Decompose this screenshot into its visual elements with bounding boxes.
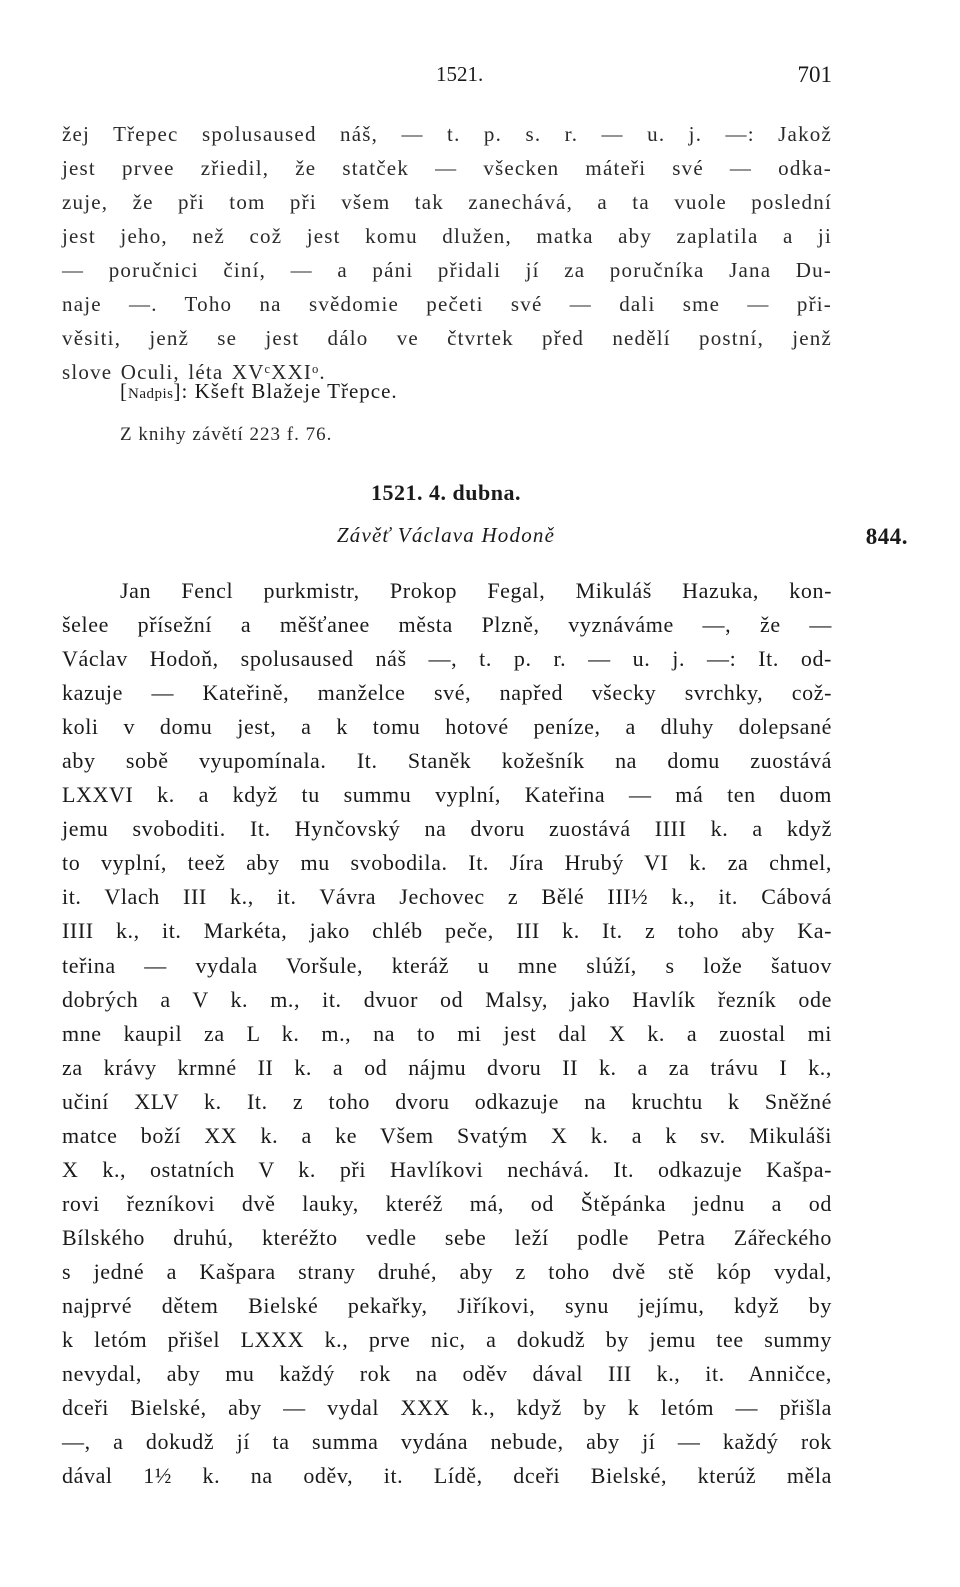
entry-body-text [62, 574, 832, 1493]
nadpis-heading: [Nadpis]: Kšeft Blažeje Třepce. [120, 379, 398, 403]
text-line: mne kaupil za L k. m., na to mi jest dal X k. a zuostal mi [62, 1020, 832, 1046]
text-line: za krávy krmné II k. a od nájmu dvoru II k. a za trávu I k., [62, 1054, 832, 1080]
text-line: IIII k., it. Markéta, jako chléb peče, III k. It. z toho aby Ka- [62, 918, 832, 944]
text-line: učiní XLV k. It. z toho dvoru odkazuje na kruchtu k Sněžné [62, 1088, 832, 1114]
text-line: zuje, že při tom při všem tak zanechává, a ta vuole poslední [62, 190, 832, 214]
text-line: kazuje — Kateřině, manželce své, napřed všecky svrchky, což- [62, 680, 832, 706]
entry-date-text: 1521. 4. dubna. [371, 480, 521, 505]
entry-title [0, 523, 960, 548]
text-line: šelee přísežní a měšťanee města Plzně, vyznáváme —, že — [62, 612, 832, 638]
text-line: naje —. Toho na svědomie pečeti své — dali sme — při- [62, 292, 832, 316]
page-number: 701 [797, 62, 832, 87]
text-line: it. Vlach III k., it. Vávra Jechovec z Bělé III½ k., it. Cábová [62, 884, 832, 910]
entry-number: 844. [865, 524, 908, 549]
text-line: rovi řezníkovi dvě lauky, kteréž má, od Štěpánka jednu a od [62, 1190, 832, 1216]
text-line: aby sobě vyupomínala. It. Staněk kožešník na domu zuostává [62, 748, 832, 774]
text-line: nevydal, aby mu každý rok na oděv dával III k., it. Anničce, [62, 1361, 832, 1387]
text-line: Jan Fencl purkmistr, Prokop Fegal, Mikuláš Hazuka, kon- [120, 578, 832, 603]
running-head [62, 62, 832, 92]
text-line: slove Oculi, léta XVᶜXXIᵒ. [62, 360, 326, 384]
running-head-year: 1521. [436, 62, 484, 86]
entry-date [0, 480, 960, 506]
text-line: najprvé dětem Bielské pekařky, Jiříkovi, synu jejímu, když by [62, 1292, 832, 1318]
text-line: dával 1½ k. na oděv, it. Lídě, dceři Bielské, kterúž měla [62, 1463, 832, 1489]
text-line: dobrých a V k. m., it. dvuor od Malsy, jako Havlík řezník ode [62, 986, 832, 1012]
text-line: žej Třepec spolusaused náš, — t. p. s. r. — u. j. —: Jakož [62, 122, 832, 146]
text-line: jest prvee zřiedil, že statček — všecken máteři své — odka- [62, 156, 832, 180]
text-line: —, a dokudž jí ta summa vydána nebude, aby jí — každý rok [62, 1429, 832, 1455]
previous-entry-text [62, 117, 832, 389]
text-line: jemu svoboditi. It. Hynčovský na dvoru zuostává IIII k. a když [62, 816, 832, 842]
text-line: — poručnici činí, — a páni přidali jí za poručníka Jana Du- [62, 258, 832, 282]
text-line: k letóm přišel LXXX k., prve nic, a dokudž by jemu tee summy [62, 1327, 832, 1353]
nadpis-text: Kšeft Blažeje Třepce. [194, 379, 398, 403]
text-line: dceři Bielské, aby — vydal XXX k., když by k letóm — přišla [62, 1395, 832, 1421]
entry-title-text: Závěť Václava Hodoně [336, 523, 556, 547]
text-line: teřina — vydala Voršule, kteráž u mne slúží, s lože šatuov [62, 952, 832, 978]
text-line: jest jeho, než což jest komu dlužen, matka aby zaplatila a ji [62, 224, 832, 248]
source-note: Z knihy závětí 223 f. 76. [120, 424, 333, 445]
text-line: věsiti, jenž se jest dálo ve čtvrtek před nedělí postní, jenž [62, 326, 832, 350]
text-line: LXXVI k. a když tu summu vyplní, Kateřina — má ten duom [62, 782, 832, 808]
text-line: koli v domu jest, a k tomu hotové peníze, a dluhy dolepsané [62, 714, 832, 740]
text-line: X k., ostatních V k. při Havlíkovi nechává. It. odkazuje Kašpa- [62, 1156, 832, 1182]
text-line: s jedné a Kašpara strany druhé, aby z toho dvě stě kóp vydal, [62, 1258, 832, 1284]
nadpis-label: Nadpis [128, 386, 174, 402]
text-line: Václav Hodoň, spolusaused náš —, t. p. r. — u. j. —: It. od- [62, 646, 832, 672]
text-line: matce boží XX k. a ke Všem Svatým X k. a k sv. Mikuláši [62, 1122, 832, 1148]
text-line: Bílského druhú, kteréžto vedle sebe leží podle Petra Zářeckého [62, 1224, 832, 1250]
text-line: to vyplní, teež aby mu svobodila. It. Jíra Hrubý VI k. za chmel, [62, 850, 832, 876]
